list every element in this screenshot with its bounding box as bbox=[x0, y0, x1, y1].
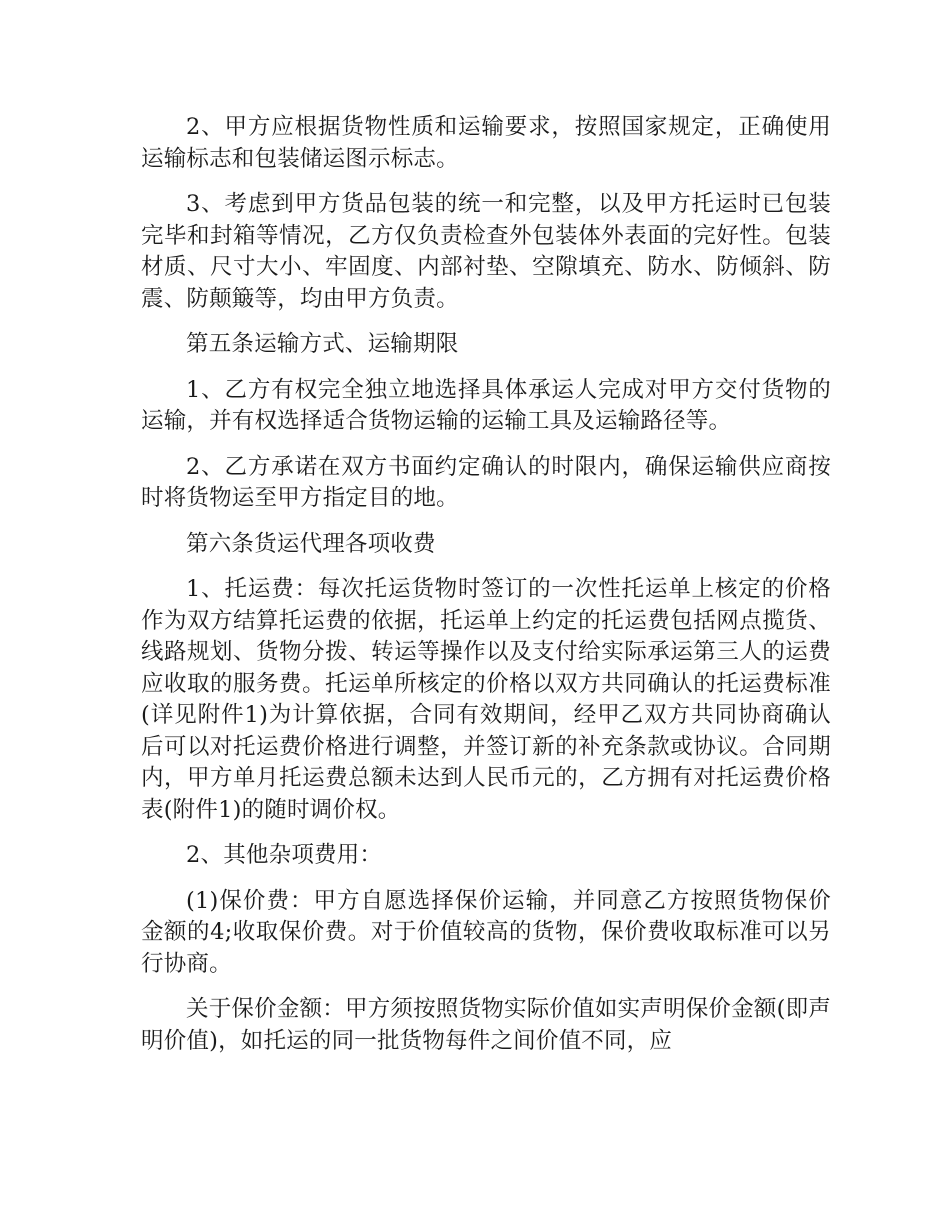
paragraph-5-2-deadline: 2、乙方承诺在双方书面约定确认的时限内，确保运输供应商按时将货物运至甲方指定目的地。 bbox=[141, 453, 831, 511]
paragraph-insured-amount: 关于保价金额：甲方须按照货物实际价值如实声明保价金额(即声明价值)，如托运的同一批货物每件之间价值不同，应 bbox=[141, 996, 831, 1054]
paragraph-2-marking: 2、甲方应根据货物性质和运输要求，按照国家规定，正确使用运输标志和包装储运图示标志。 bbox=[141, 114, 831, 172]
document-body bbox=[141, 112, 831, 1071]
paragraph-3-packaging: 3、考虑到甲方货品包装的统一和完整，以及甲方托运时已包装完毕和封箱等情况，乙方仅负责检查外包装体外表面的完好性。包装材质、尺寸大小、牢固度、内部衬垫、空隙填充、防水、防倾斜、防震、防颠簸等，均由甲方负责。 bbox=[141, 191, 831, 312]
paragraph-5-1-carrier: 1、乙方有权完全独立地选择具体承运人完成对甲方交付货物的运输，并有权选择适合货物运输的运输工具及运输路径等。 bbox=[141, 376, 831, 434]
article-6-heading: 第六条货运代理各项收费 bbox=[186, 530, 436, 557]
paragraph-6-2-other-fees: 2、其他杂项费用： bbox=[186, 842, 383, 868]
article-5-heading: 第五条运输方式、运输期限 bbox=[186, 331, 459, 357]
paragraph-insurance-fee: (1)保价费：甲方自愿选择保价运输，并同意乙方按照货物保价金额的4;收取保价费。对于价值较高的货物，保价费收取标准可以另行协商。 bbox=[141, 887, 831, 977]
paragraph-6-1-freight: 1、托运费：每次托运货物时签订的一次性托运单上核定的价格作为双方结算托运费的依据，托运单上约定的托运费包括网点揽货、线路规划、货物分拨、转运等操作以及支付给实际承运第三人的运费应收取的服务费。托运单所核定的价格以双方共同确认的托运费标准(详见附件1)为计算依据，合同有效期间，经甲乙双方共同协商确认后可以对托运费价格进行调整，并签订新的补充条款或协议。合同期内，甲方单月托运费总额未达到人民币元的，乙方拥有对托运费价格表(附件1)的随时调价权。 bbox=[141, 576, 831, 823]
